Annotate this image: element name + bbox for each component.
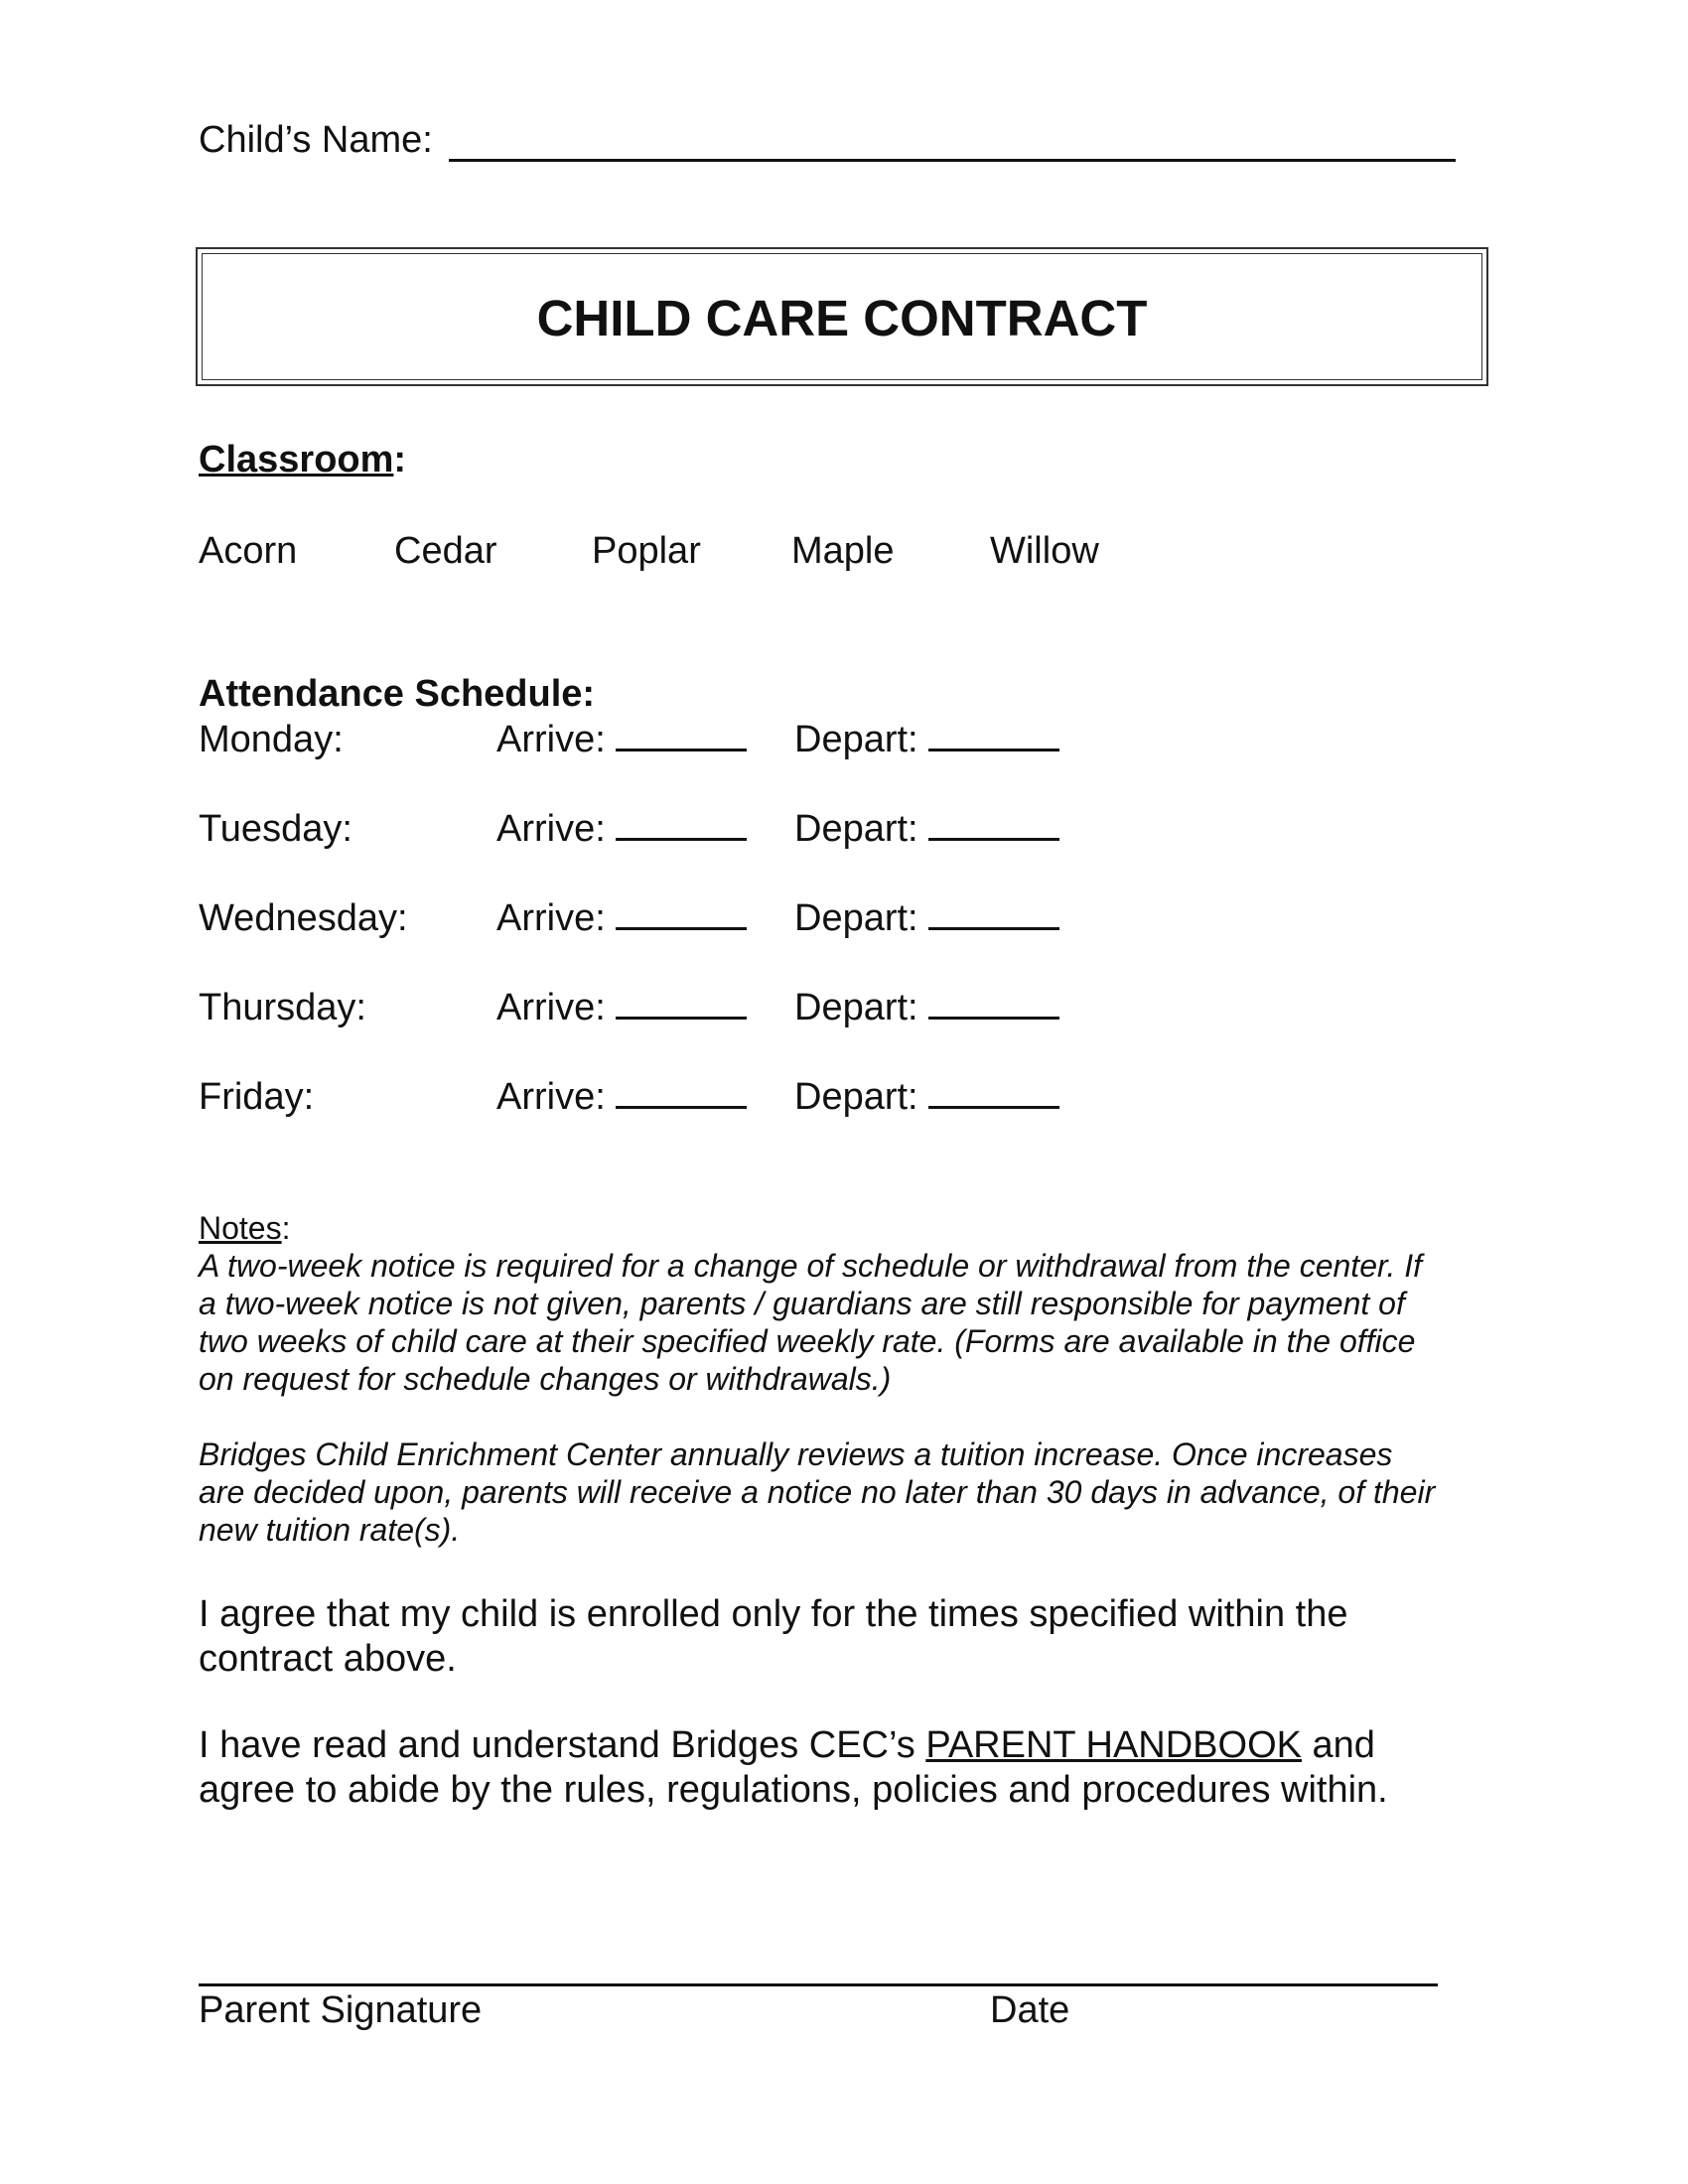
notes-line: a two-week notice is not given, parents / guardians are still responsible for payment of bbox=[199, 1286, 1405, 1321]
depart-blank[interactable] bbox=[928, 987, 1059, 1020]
notes-line: Bridges Child Enrichment Center annually reviews a tuition increase. Once increases bbox=[199, 1436, 1393, 1472]
child-name-field[interactable] bbox=[449, 159, 1456, 162]
classroom-option-poplar[interactable]: Poplar bbox=[592, 530, 701, 572]
depart-field-monday[interactable] bbox=[794, 717, 1059, 762]
title-box bbox=[196, 247, 1488, 386]
agreement-line: I agree that my child is enrolled only for the times specified within the bbox=[199, 1593, 1348, 1635]
arrive-field-monday[interactable] bbox=[496, 717, 747, 762]
notes-line: new tuition rate(s). bbox=[199, 1512, 461, 1548]
enrollment-agreement bbox=[199, 1592, 1347, 1682]
arrive-field-wednesday[interactable] bbox=[496, 895, 747, 941]
arrive-field-tuesday[interactable] bbox=[496, 806, 747, 852]
depart-blank[interactable] bbox=[928, 808, 1059, 841]
depart-label: Depart: bbox=[794, 1076, 918, 1118]
notes-line: are decided upon, parents will receive a notice no later than 30 days in advance, of their bbox=[199, 1474, 1436, 1510]
notes-paragraph-notice bbox=[199, 1247, 1519, 1398]
arrive-blank[interactable] bbox=[616, 808, 747, 841]
arrive-label: Arrive: bbox=[496, 897, 606, 939]
arrive-label: Arrive: bbox=[496, 808, 606, 850]
day-label-thursday: Thursday: bbox=[199, 987, 366, 1028]
arrive-label: Arrive: bbox=[496, 1076, 606, 1118]
arrive-blank[interactable] bbox=[616, 1076, 747, 1109]
notes-label-colon: : bbox=[281, 1210, 291, 1246]
arrive-blank[interactable] bbox=[616, 897, 747, 930]
signature-line[interactable] bbox=[199, 1983, 1438, 1986]
handbook-line-1 bbox=[199, 1723, 1388, 1768]
date-label: Date bbox=[990, 1989, 1070, 2031]
day-label-wednesday: Wednesday: bbox=[199, 897, 408, 939]
handbook-agreement bbox=[199, 1723, 1388, 1813]
day-label-friday: Friday: bbox=[199, 1076, 315, 1118]
arrive-blank[interactable] bbox=[616, 987, 747, 1020]
arrive-field-friday[interactable] bbox=[496, 1074, 747, 1120]
classroom-heading-text: Classroom bbox=[199, 439, 394, 480]
attendance-heading: Attendance Schedule: bbox=[199, 673, 596, 715]
depart-field-wednesday[interactable] bbox=[794, 895, 1059, 941]
notes-line: on request for schedule changes or withdrawals.) bbox=[199, 1361, 892, 1397]
notes-label-text: Notes bbox=[199, 1210, 282, 1246]
notes-paragraph-tuition bbox=[199, 1435, 1519, 1549]
depart-field-friday[interactable] bbox=[794, 1074, 1059, 1120]
depart-label: Depart: bbox=[794, 987, 918, 1028]
parent-handbook-reference: PARENT HANDBOOK bbox=[925, 1724, 1302, 1766]
handbook-line-2: agree to abide by the rules, regulations, policies and procedures within. bbox=[199, 1769, 1388, 1811]
classroom-heading-colon: : bbox=[393, 439, 407, 480]
child-name-label: Child’s Name: bbox=[199, 119, 433, 161]
arrive-blank[interactable] bbox=[616, 719, 747, 751]
handbook-suffix: and bbox=[1301, 1724, 1375, 1766]
depart-blank[interactable] bbox=[928, 719, 1059, 751]
depart-label: Depart: bbox=[794, 897, 918, 939]
classroom-option-maple[interactable]: Maple bbox=[791, 530, 895, 572]
depart-field-tuesday[interactable] bbox=[794, 806, 1059, 852]
classroom-option-cedar[interactable]: Cedar bbox=[394, 530, 497, 572]
classroom-option-acorn[interactable]: Acorn bbox=[199, 530, 298, 572]
agreement-line: contract above. bbox=[199, 1638, 457, 1680]
day-label-monday: Monday: bbox=[199, 719, 344, 760]
depart-blank[interactable] bbox=[928, 1076, 1059, 1109]
notes-label bbox=[199, 1209, 290, 1247]
depart-label: Depart: bbox=[794, 719, 918, 760]
depart-field-thursday[interactable] bbox=[794, 985, 1059, 1030]
arrive-label: Arrive: bbox=[496, 987, 606, 1028]
depart-blank[interactable] bbox=[928, 897, 1059, 930]
handbook-prefix: I have read and understand Bridges CEC’s bbox=[199, 1724, 926, 1766]
day-label-tuesday: Tuesday: bbox=[199, 808, 352, 850]
arrive-field-thursday[interactable] bbox=[496, 985, 747, 1030]
arrive-label: Arrive: bbox=[496, 719, 606, 760]
notes-line: two weeks of child care at their specified weekly rate. (Forms are available in the office bbox=[199, 1323, 1416, 1359]
page-title: CHILD CARE CONTRACT bbox=[536, 290, 1148, 346]
depart-label: Depart: bbox=[794, 808, 918, 850]
classroom-option-willow[interactable]: Willow bbox=[990, 530, 1099, 572]
classroom-heading bbox=[199, 437, 406, 482]
notes-line: A two-week notice is required for a change of schedule or withdrawal from the center. If bbox=[199, 1248, 1423, 1284]
parent-signature-label: Parent Signature bbox=[199, 1989, 483, 2031]
